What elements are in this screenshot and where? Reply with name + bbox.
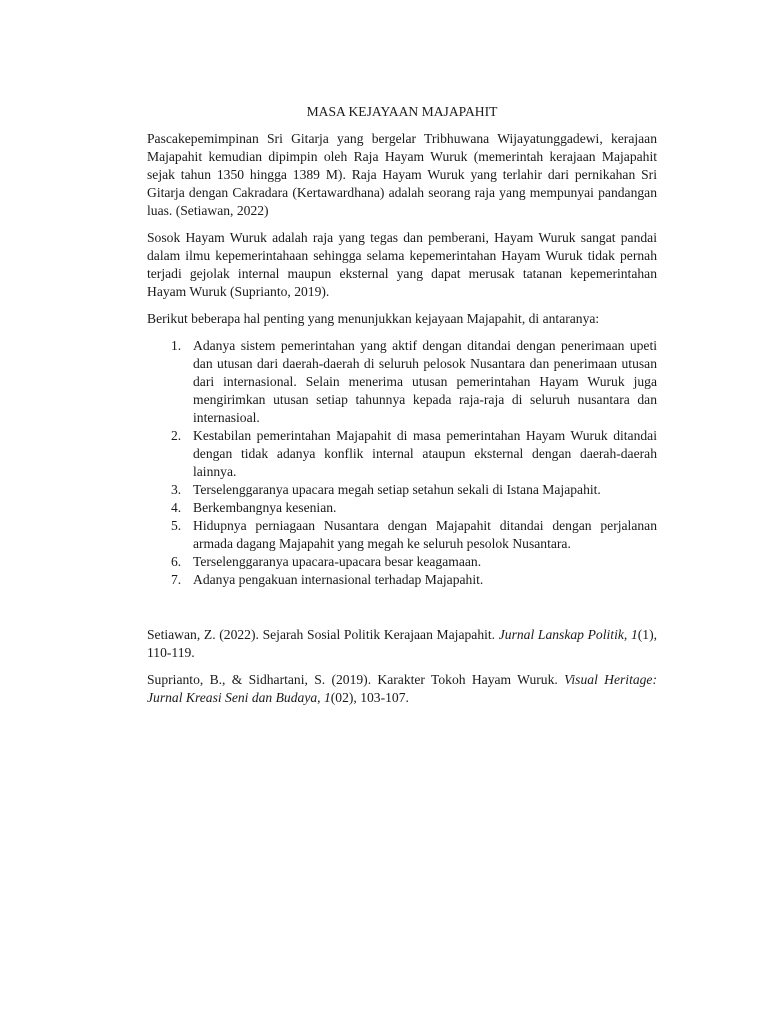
reference-sep: , bbox=[623, 627, 631, 642]
reference-journal: Visual Heritage: Jurnal Kreasi Seni dan Budaya bbox=[147, 672, 657, 705]
list-item-text: Kestabilan pemerintahan Majapahit di masa pemerintahan Hayam Wuruk ditandai dengan tidak adanya konflik internal ataupun eksternal dengan daerah-daerah lainnya. bbox=[193, 428, 657, 479]
reference-volume: 1 bbox=[323, 690, 331, 705]
references-section bbox=[147, 626, 657, 707]
list-number: 2. bbox=[171, 428, 182, 443]
list-item-text: Hidupnya perniagaan Nusantara dengan Majapahit ditandai dengan perjalanan armada dagang Majapahit yang megah ke seluruh pesolok Nusantara. bbox=[193, 518, 657, 551]
list-number: 6. bbox=[171, 554, 182, 569]
reference-prefix: Suprianto, B., & Sidhartani, S. (2019). Karakter Tokoh Hayam Wuruk. bbox=[147, 672, 565, 687]
reference-suffix: (02), 103-107. bbox=[330, 690, 409, 705]
numbered-list bbox=[147, 337, 657, 589]
list-item-text: Berkembangnya kesenian. bbox=[193, 500, 337, 515]
paragraph-1: Pascakepemimpinan Sri Gitarja yang bergelar Tribhuwana Wijayatunggadewi, kerajaan Majapahit kemudian dipimpin oleh Raja Hayam Wuruk (memerintah kerajaan Majapahit sejak tahun 1350 hingga 1389 M). Raja Hayam Wuruk yang terlahir dari pernikahan Sri Gitarja dengan Cakradara (Kertawardhana) adalah seorang raja yang mempunyai pandangan luas. (Setiawan, 2022) bbox=[147, 131, 657, 218]
list-item-text: Adanya sistem pemerintahan yang aktif dengan ditandai dengan penerimaan upeti dan utusan dari daerah-daerah di seluruh pelosok Nusantara dan penerimaan utusan dari internasional. Selain menerima utusan pemerintahan Hayam Wuruk juga mengirimkan utusan setiap tahunnya kepada raja-raja di seluruh nusantara dan internasioal. bbox=[193, 338, 657, 425]
list-number: 1. bbox=[171, 338, 182, 353]
list-item bbox=[147, 553, 657, 571]
reference-2 bbox=[147, 671, 657, 707]
list-item bbox=[147, 427, 657, 481]
list-number: 7. bbox=[171, 572, 182, 587]
document-page bbox=[147, 103, 657, 716]
paragraph-3: Berikut beberapa hal penting yang menunjukkan kejayaan Majapahit, di antaranya: bbox=[147, 311, 600, 326]
list-number: 5. bbox=[171, 518, 182, 533]
list-item bbox=[147, 571, 657, 589]
document-title: MASA KEJAYAAN MAJAPAHIT bbox=[306, 104, 498, 119]
paragraph-2: Sosok Hayam Wuruk adalah raja yang tegas dan pemberani, Hayam Wuruk sangat pandai dalam ilmu kepemerintahaan sehingga selama kepemerintahan Hayam Wuruk tidak pernah terjadi gejolak internal maupun eksternal yang dapat merusak tatanan kepemerintahan Hayam Wuruk (Suprianto, 2019). bbox=[147, 230, 657, 299]
list-item-text: Adanya pengakuan internasional terhadap Majapahit. bbox=[193, 572, 484, 587]
list-item bbox=[147, 517, 657, 553]
list-item-text: Terselenggaranya upacara megah setiap setahun sekali di Istana Majapahit. bbox=[193, 482, 601, 497]
reference-suffix: (1), 110-119. bbox=[147, 627, 657, 660]
reference-journal: Jurnal Lanskap Politik bbox=[498, 627, 624, 642]
list-item bbox=[147, 499, 657, 517]
list-item bbox=[147, 481, 657, 499]
reference-sep: , bbox=[317, 690, 324, 705]
reference-1 bbox=[147, 626, 657, 662]
reference-prefix: Setiawan, Z. (2022). Sejarah Sosial Politik Kerajaan Majapahit. bbox=[147, 627, 499, 642]
list-item-text: Terselenggaranya upacara-upacara besar keagamaan. bbox=[193, 554, 482, 569]
list-number: 4. bbox=[171, 500, 182, 515]
reference-volume: 1 bbox=[630, 627, 638, 642]
list-number: 3. bbox=[171, 482, 182, 497]
list-item bbox=[147, 337, 657, 427]
